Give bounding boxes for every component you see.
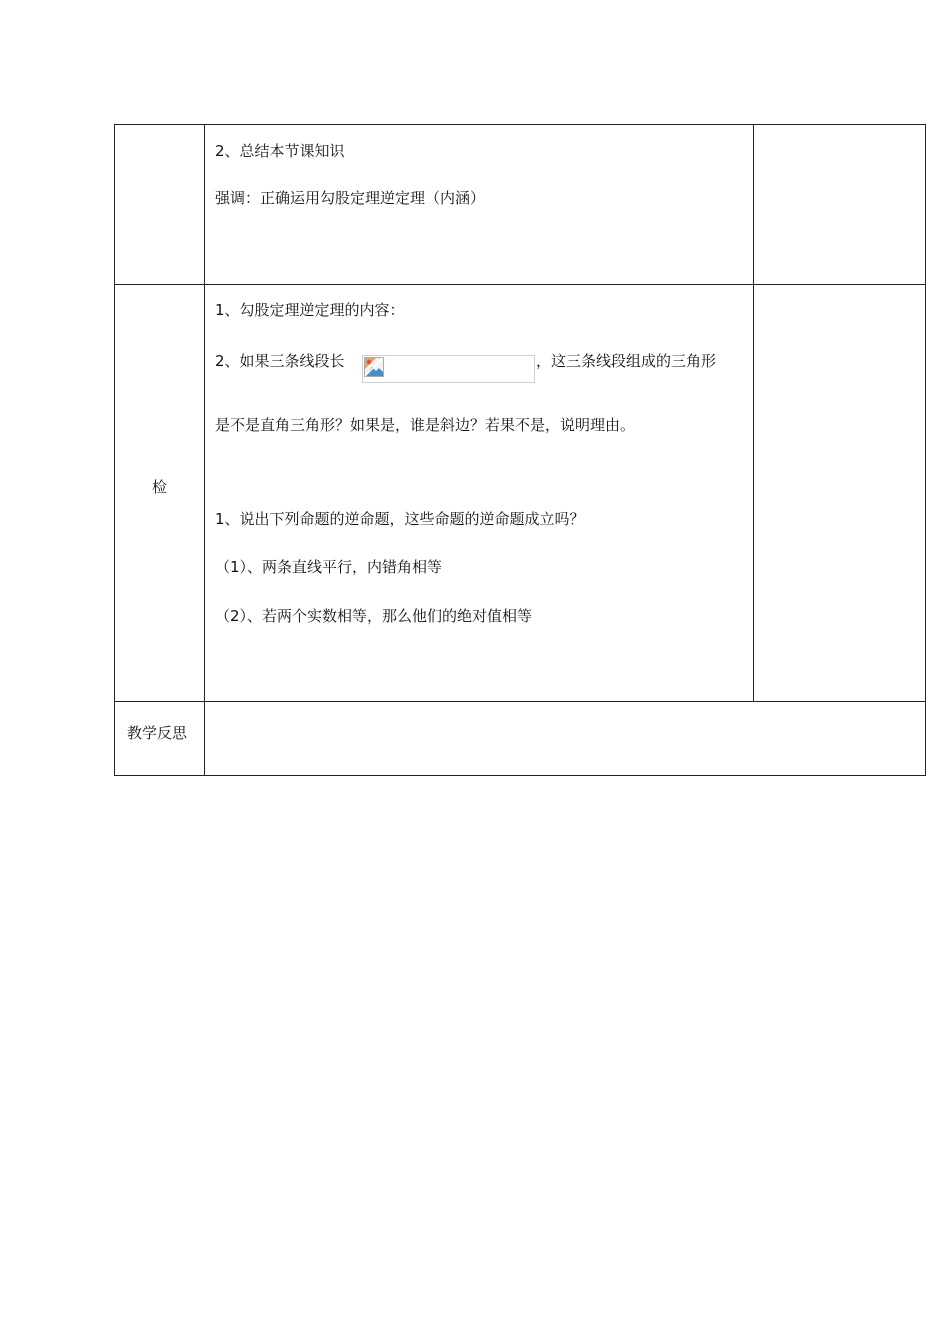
broken-image-placeholder — [362, 355, 535, 383]
check-question-2-start: 2、如果三条线段长 — [215, 352, 345, 370]
check-question-3-item-2: （2）、若两个实数相等，那么他们的绝对值相等 — [215, 607, 533, 625]
check-question-1: 1、勾股定理逆定理的内容： — [215, 301, 405, 319]
check-row-label: 检 — [152, 478, 168, 496]
broken-image-icon — [364, 357, 384, 377]
check-question-3: 1、说出下列命题的逆命题，这些命题的逆命题成立吗？ — [215, 510, 585, 528]
check-question-2-line-2: 是不是直角三角形？如果是，谁是斜边？若果不是，说明理由。 — [215, 416, 636, 434]
reflection-row-label: 教学反思 — [127, 724, 188, 742]
table-border-right — [925, 124, 926, 776]
table-col-divider — [204, 124, 205, 776]
check-question-2-end: ，这三条线段组成的三角形 — [536, 352, 717, 370]
table-border-left — [114, 124, 115, 776]
table-row-divider — [114, 701, 926, 702]
table-border-bottom — [114, 775, 926, 776]
table-row-divider — [114, 284, 926, 285]
summary-emphasis: 强调：正确运用勾股定理逆定理（内涵） — [215, 189, 486, 207]
summary-line-1: 2、总结本节课知识 — [215, 142, 345, 160]
table-col-divider — [753, 124, 754, 702]
table-border-top — [114, 124, 926, 125]
check-question-3-item-1: （1）、两条直线平行，内错角相等 — [215, 558, 443, 576]
